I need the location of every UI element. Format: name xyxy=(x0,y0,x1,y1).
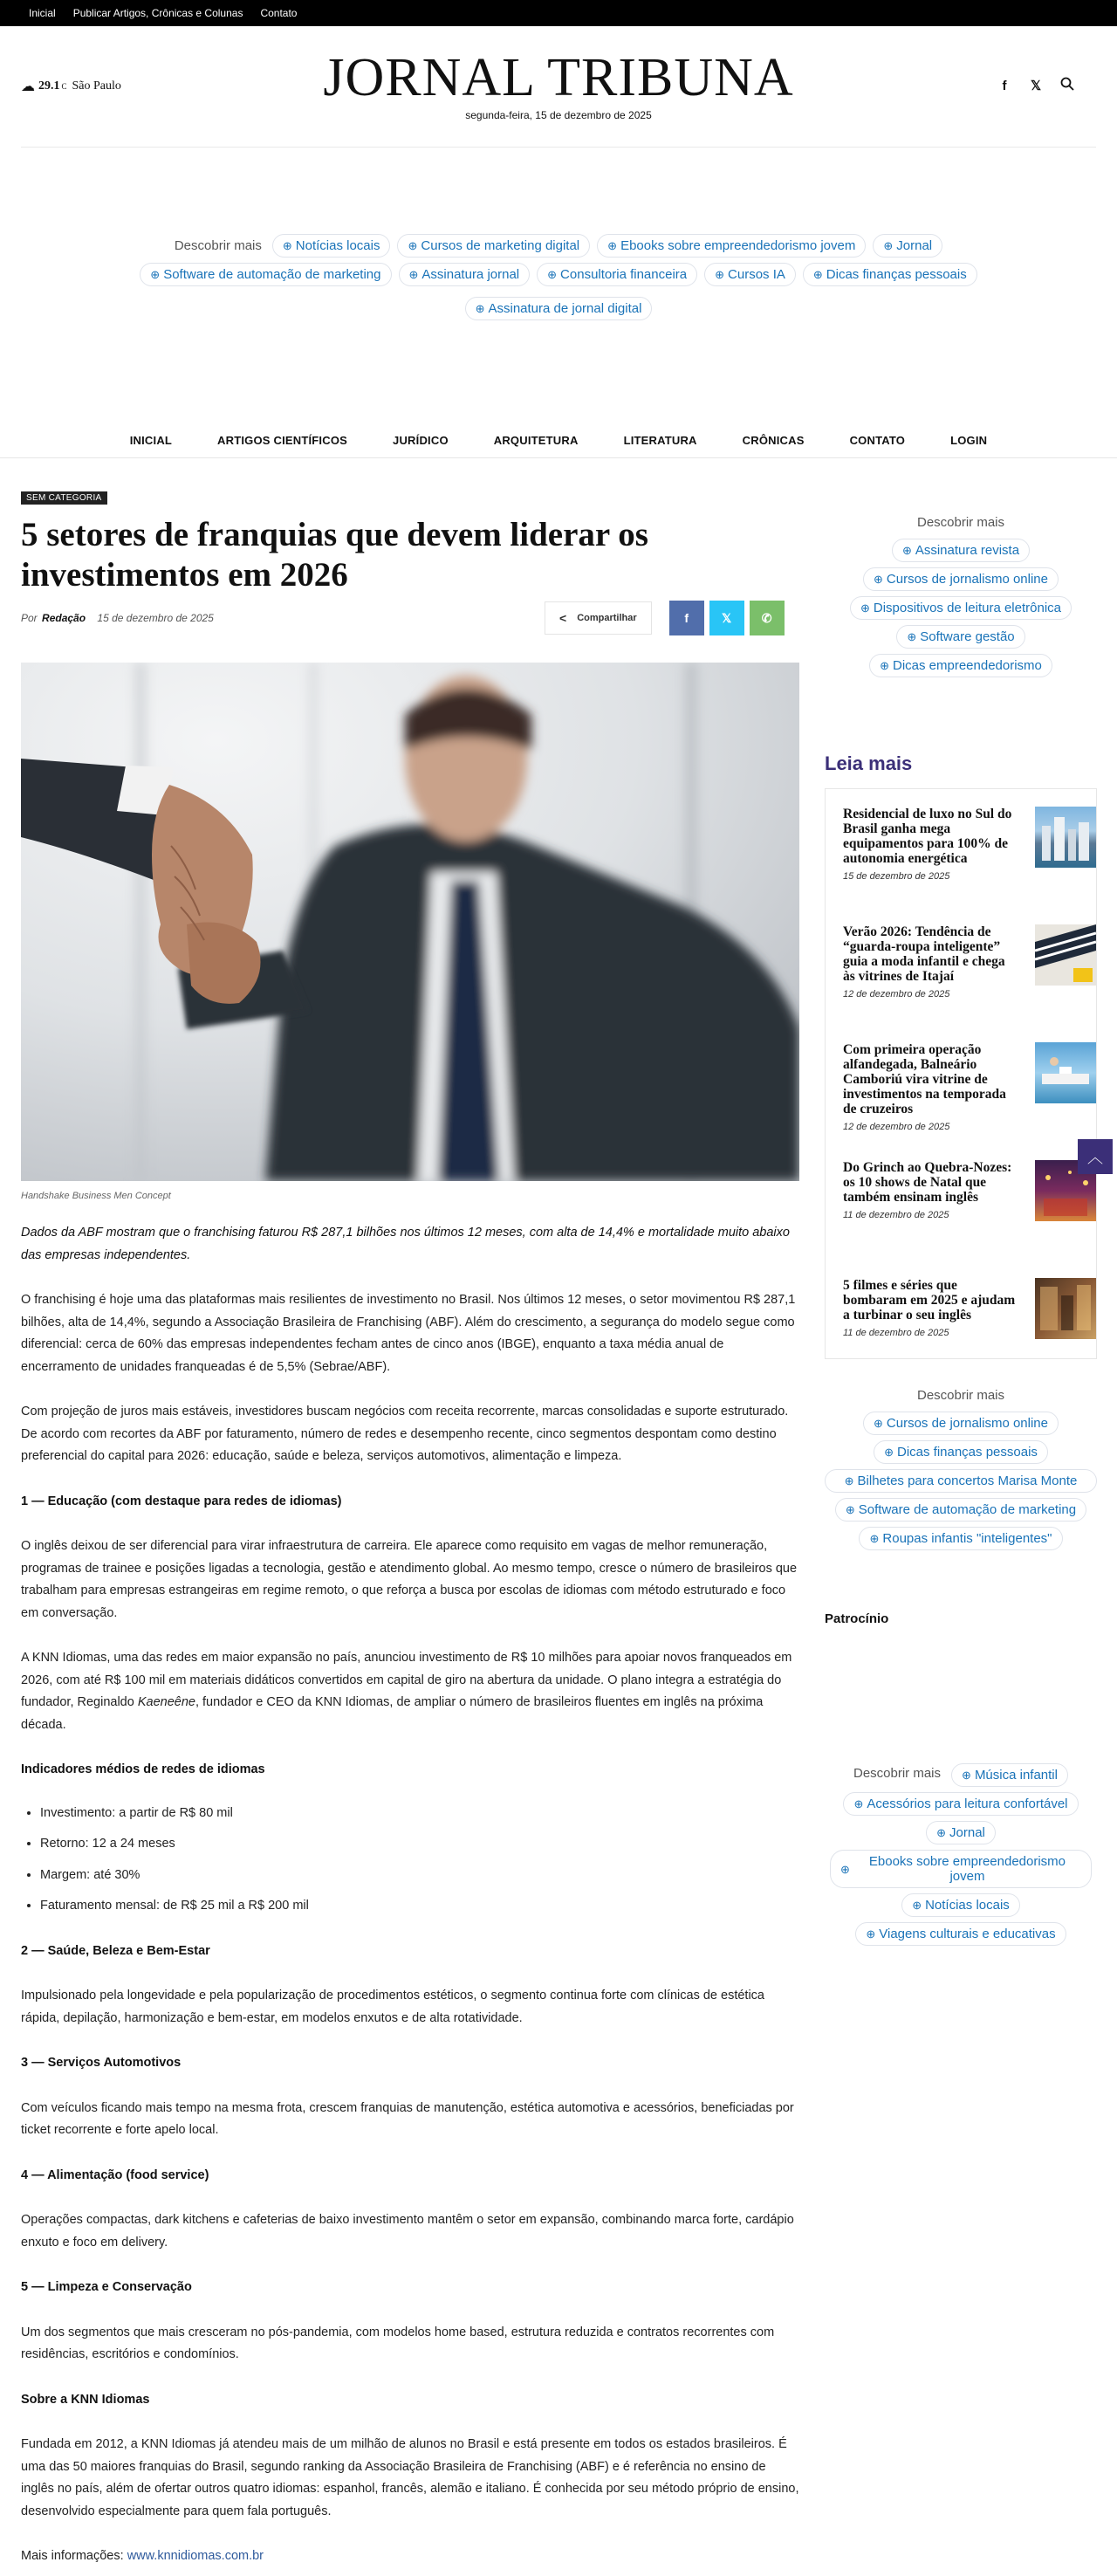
arrow-circle-icon: ⊕ xyxy=(912,1899,922,1912)
cloud-icon: ☁ xyxy=(21,79,35,94)
arrow-circle-icon: ⊕ xyxy=(866,1927,876,1941)
whatsapp-share-icon[interactable]: ✆ xyxy=(750,601,785,635)
discover-pill[interactable] xyxy=(892,539,1030,562)
discover-label: Descobrir mais xyxy=(916,1388,1005,1403)
discover-pill[interactable] xyxy=(465,297,653,320)
list-item: • Faturamento mensal: de R$ 25 mil a R$ 200 mil xyxy=(40,1895,799,1918)
pill-label: Cursos de jornalismo online xyxy=(886,1416,1048,1431)
section-heading: Sobre a KNN Idiomas xyxy=(21,2392,150,2407)
pill-label: Jornal xyxy=(949,1825,985,1840)
leia-mais-headline[interactable]: Com primeira operação alfandegada, Balneário Camboriú vira vitrine de investimentos na temporada de cruzeiros xyxy=(843,1042,1006,1116)
pill-label: Software de automação de marketing xyxy=(163,267,381,282)
more-info-link[interactable]: www.knnidiomas.com.br xyxy=(127,2549,264,2563)
discover-pill[interactable] xyxy=(830,1850,1092,1888)
leia-mais-date: 11 de dezembro de 2025 xyxy=(843,1328,949,1338)
leia-mais-item[interactable] xyxy=(843,1160,1087,1220)
arrow-circle-icon: ⊕ xyxy=(547,268,558,281)
discover-pill[interactable] xyxy=(951,1763,1068,1787)
discover-pill[interactable] xyxy=(869,654,1052,677)
share-icon: < xyxy=(559,611,567,625)
arrow-circle-icon: ⊕ xyxy=(475,302,485,315)
discover-pill[interactable] xyxy=(397,234,590,258)
image-caption: Handshake Business Men Concept xyxy=(21,1191,171,1201)
discover-pill[interactable] xyxy=(926,1821,996,1844)
section-heading: 1 — Educação (com destaque para redes de idiomas) xyxy=(21,1494,342,1508)
leia-mais-headline[interactable]: Verão 2026: Tendência de “guarda-roupa inteligente” guia a moda infantil e chega às vitrines de Itajaí xyxy=(843,924,1005,984)
leia-mais-date: 11 de dezembro de 2025 xyxy=(843,1210,949,1220)
leia-mais-date: 15 de dezembro de 2025 xyxy=(843,871,950,882)
nav-item-juridico[interactable]: JURÍDICO xyxy=(393,433,449,447)
indicators-list xyxy=(40,1803,799,1918)
sidebar-discover-1 xyxy=(825,515,1097,677)
discover-pill[interactable] xyxy=(803,263,977,286)
article-title: 5 setores de franquias que devem liderar os investimentos em 2026 xyxy=(21,516,648,594)
paragraph xyxy=(21,1647,799,1736)
paragraph-text: , fundador e CEO da KNN Idiomas, de ampliar o número de brasileiros fluentes em inglês na próxima década. xyxy=(21,1695,764,1732)
leia-mais-date: 12 de dezembro de 2025 xyxy=(843,989,950,999)
leia-mais-item[interactable] xyxy=(843,924,1087,999)
nav-item-literatura[interactable]: LITERATURA xyxy=(623,433,697,447)
nav-item-cronicas[interactable]: CRÔNICAS xyxy=(742,433,805,447)
paragraph: Fundada em 2012, a KNN Idiomas já atendeu mais de um milhão de alunos no Brasil e está presente em todos os estados brasileiros. É uma das 50 maiores franquias do Brasil, segundo ranking da Associação Brasileira de Franchising (ABF) e é referência no ensino de inglês no país, além de ofertar outros quatro idiomas: espanhol, francês, alemão e italiano. É conhecida por seu método próprio de ensino, desenvolvido especialmente para quem fala português. xyxy=(21,2437,799,2518)
nav-item-arquitetura[interactable]: ARQUITETURA xyxy=(493,433,579,447)
arrow-circle-icon: ⊕ xyxy=(874,1417,883,1430)
top-bar xyxy=(0,0,1117,26)
header-divider xyxy=(21,147,1096,148)
arrow-circle-icon: ⊕ xyxy=(901,544,912,557)
section-heading: 3 — Serviços Automotivos xyxy=(21,2056,182,2070)
main-nav xyxy=(0,422,1117,457)
nav-item-login[interactable]: LOGIN xyxy=(950,433,988,447)
arrow-circle-icon: ⊕ xyxy=(715,268,725,281)
pill-label: Dicas finanças pessoais xyxy=(896,1445,1038,1460)
arrow-circle-icon: ⊕ xyxy=(860,601,870,615)
author-link[interactable]: Redação xyxy=(42,612,86,624)
discover-pill[interactable] xyxy=(863,567,1059,591)
nav-item-inicial[interactable]: INICIAL xyxy=(129,433,173,447)
weather-unit: C xyxy=(61,82,67,91)
leia-mais-box xyxy=(825,788,1097,1359)
more-info-label: Mais informações: xyxy=(21,2549,127,2563)
discover-pill[interactable] xyxy=(399,263,531,286)
leia-mais-headline[interactable]: Residencial de luxo no Sul do Brasil ganha mega equipamentos para 100% de autonomia energética xyxy=(843,807,1012,866)
thumbnail-image[interactable] xyxy=(1035,924,1096,986)
pill-label: Dispositivos de leitura eletrônica xyxy=(873,601,1061,615)
article-body xyxy=(21,1222,799,2576)
section-heading: 4 — Alimentação (food service) xyxy=(21,2167,209,2182)
discover-pill[interactable] xyxy=(140,263,391,286)
discover-pill[interactable] xyxy=(850,596,1072,620)
discover-pill[interactable] xyxy=(873,234,942,258)
back-to-top-button[interactable] xyxy=(1078,1139,1113,1174)
article-lead: Dados da ABF mostram que o franchising faturou R$ 287,1 bilhões nos últimos 12 meses, com alta de 14,4% e mortalidade muito abaixo das empresas independentes. xyxy=(21,1226,790,1262)
sidebar-discover-3 xyxy=(825,1763,1097,1946)
topbar-link-publicar[interactable]: Publicar Artigos, Crônicas e Colunas xyxy=(72,7,243,19)
arrow-circle-icon: ⊕ xyxy=(150,268,161,281)
leia-mais-headline[interactable]: Do Grinch ao Quebra-Nozes: os 10 shows de Natal que também ensinam inglês xyxy=(843,1160,1012,1205)
nav-divider xyxy=(0,457,1117,458)
sponsorship-title: Patrocínio xyxy=(825,1611,889,1626)
leia-mais-date: 12 de dezembro de 2025 xyxy=(843,1122,950,1132)
facebook-icon[interactable]: f xyxy=(1002,78,1007,93)
byline xyxy=(21,612,214,624)
arrow-circle-icon: ⊕ xyxy=(883,239,894,252)
pill-label: Ebooks sobre empreendedorismo jovem xyxy=(620,238,856,253)
discover-pill[interactable] xyxy=(901,1893,1020,1917)
category-badge[interactable]: SEM CATEGORIA xyxy=(21,491,107,505)
pill-label: Cursos de marketing digital xyxy=(421,238,580,253)
pill-label: Assinatura jornal xyxy=(421,267,520,282)
arrow-circle-icon: ⊕ xyxy=(880,659,889,672)
pill-label: Roupas infantis "inteligentes" xyxy=(882,1531,1052,1546)
pill-label: Acessórios para leitura confortável xyxy=(867,1796,1068,1811)
discover-pill[interactable] xyxy=(843,1792,1078,1816)
discover-pill[interactable] xyxy=(896,625,1024,649)
discover-pill[interactable] xyxy=(859,1527,1062,1550)
thumbnail-image[interactable] xyxy=(1035,807,1096,868)
leia-mais-item[interactable] xyxy=(843,1278,1087,1338)
arrow-circle-icon: ⊕ xyxy=(845,1503,855,1516)
leia-mais-item[interactable] xyxy=(843,807,1087,882)
discover-pill[interactable] xyxy=(874,1440,1048,1464)
byline-prefix: Por xyxy=(21,612,38,624)
pill-label: Notícias locais xyxy=(925,1898,1010,1913)
x-icon[interactable]: 𝕏 xyxy=(1030,79,1042,93)
arrow-circle-icon: ⊕ xyxy=(408,268,419,281)
discover-pill[interactable] xyxy=(537,263,697,286)
discover-pill[interactable] xyxy=(863,1412,1059,1435)
arrow-circle-icon: ⊕ xyxy=(907,630,917,643)
weather-temp: 29.1 xyxy=(38,79,60,93)
list-item: • Retorno: 12 a 24 meses xyxy=(40,1833,799,1856)
pill-label: Cursos IA xyxy=(728,267,785,282)
discover-pill[interactable] xyxy=(835,1498,1086,1522)
header-social xyxy=(997,77,1074,94)
arrow-circle-icon: ⊕ xyxy=(607,239,618,252)
paragraph: O inglês deixou de ser diferencial para virar infraestrutura de carreira. Ele aparece como requisito em vagas de melhor remuneração, programas de trainee e posições ligadas a tecnologia, gestão e atendimento global. Ao mesmo tempo, cresce o número de brasileiros que trabalham para empresas estrangeiras em regime remoto, o que reforça a busca por escolas de idiomas com método estruturado e foco em conversação. xyxy=(21,1539,798,1620)
pill-label: Consultoria financeira xyxy=(560,267,688,282)
pill-label: Notícias locais xyxy=(295,238,380,253)
arrow-circle-icon: ⊕ xyxy=(282,239,292,252)
arrow-circle-icon: ⊕ xyxy=(844,1474,854,1487)
arrow-circle-icon: ⊕ xyxy=(869,1532,880,1545)
x-share-icon[interactable]: 𝕏 xyxy=(709,601,744,635)
leia-mais-headline[interactable]: 5 filmes e séries que bombaram em 2025 e ajudam a turbinar o seu inglês xyxy=(843,1278,1016,1322)
section-heading: Indicadores médios de redes de idiomas xyxy=(21,1762,265,1776)
discover-label: Descobrir mais xyxy=(174,238,262,253)
arrow-circle-icon: ⊕ xyxy=(408,239,418,252)
discover-pill[interactable] xyxy=(272,234,391,258)
paragraph: Com projeção de juros mais estáveis, investidores buscam negócios com receita recorrente, marcas consolidadas e suporte estruturado. De acordo com recortes da ABF por faturamento, número de redes e desempenho recente, cinco segmentos despontam como destino preferencial do capital para 2026: educação, saúde e beleza, serviços automotivos, alimentação e limpeza. xyxy=(21,1405,789,1463)
paragraph-text: A KNN Idiomas, uma das redes em maior expansão no país, anunciou investimento de R$ 10 milhões para apoiar novos franqueados em 2026, com até R$ 100 mil em materiais didáticos convertidos em capital de giro na abertura da unidade. O plano integra a estratégia do fundador, Reginaldo xyxy=(21,1651,792,1709)
paragraph: Operações compactas, dark kitchens e cafeterias de baixo investimento mantêm o setor em expansão, combinando marca forte, cardápio enxuto e foco em delivery. xyxy=(21,2213,794,2250)
paragraph: Um dos segmentos que mais cresceram no pós-pandemia, com modelos home based, estrutura reduzida e contratos recorrentes com residências, escritórios e condomínios. xyxy=(21,2325,775,2361)
list-item: • Margem: até 30% xyxy=(40,1865,799,1887)
pill-label: Jornal xyxy=(896,238,933,253)
nav-item-contato[interactable]: CONTATO xyxy=(849,433,906,447)
pill-label: Dicas empreendedorismo xyxy=(892,658,1042,673)
arrow-circle-icon: ⊕ xyxy=(962,1769,971,1782)
section-heading: 5 — Limpeza e Conservação xyxy=(21,2280,192,2294)
discover-label: Descobrir mais xyxy=(853,1766,942,1781)
discover-pill[interactable] xyxy=(825,1469,1097,1493)
facebook-share-icon[interactable]: f xyxy=(669,601,704,635)
topbar-link-contato[interactable]: Contato xyxy=(260,7,298,19)
list-item: • Investimento: a partir de R$ 80 mil xyxy=(40,1803,799,1825)
article-image xyxy=(21,663,799,1181)
header-date: segunda-feira, 15 de dezembro de 2025 xyxy=(465,109,652,121)
chevron-up-icon: ︿ xyxy=(1087,1149,1103,1166)
arrow-circle-icon: ⊕ xyxy=(874,573,883,586)
pill-label: Cursos de jornalismo online xyxy=(886,572,1048,587)
founder-name: Kaeneêne xyxy=(137,1695,195,1709)
share-bar xyxy=(545,601,785,635)
leia-mais-item[interactable] xyxy=(843,1042,1087,1132)
leia-mais-title: Leia mais xyxy=(825,752,913,774)
sidebar-discover-2 xyxy=(825,1388,1097,1550)
topbar-link-inicial[interactable]: Inicial xyxy=(29,7,56,19)
arrow-circle-icon: ⊕ xyxy=(853,1797,864,1810)
paragraph: O franchising é hoje uma das plataformas mais resilientes de investimento no Brasil. Nos últimos 12 meses, o setor movimentou R$ 287,1 bilhões, alta de 14,4%, segundo a Associação Brasileira de Franchising (ABF). Além do crescimento, a segurança do modelo segue como diferencial: cerca de 60% das empresas independentes fecham antes de cinco anos (IBGE), enquanto a taxa média anual de encerramento de unidades franqueadas é de 5,5% (Sebrae/ABF). xyxy=(21,1293,796,1374)
section-heading: 2 — Saúde, Beleza e Bem-Estar xyxy=(21,1943,210,1958)
pill-label: Assinatura de jornal digital xyxy=(488,301,642,316)
arrow-circle-icon: ⊕ xyxy=(840,1862,850,1876)
thumbnail-image[interactable] xyxy=(1035,1278,1096,1339)
pill-label: Música infantil xyxy=(974,1768,1058,1783)
search-icon[interactable] xyxy=(1060,77,1074,94)
site-logo[interactable]: JORNAL TRIBUNA xyxy=(323,48,794,107)
article-date: 15 de dezembro de 2025 xyxy=(97,612,214,624)
pill-label: Software gestão xyxy=(920,629,1015,644)
pill-label: Assinatura revista xyxy=(915,543,1020,558)
discover-pill[interactable] xyxy=(855,1922,1066,1946)
discover-pill[interactable] xyxy=(597,234,866,258)
pill-label: Bilhetes para concertos Marisa Monte xyxy=(857,1473,1078,1488)
arrow-circle-icon: ⊕ xyxy=(812,268,823,281)
share-label: Compartilhar xyxy=(577,613,637,623)
weather-city: São Paulo xyxy=(72,79,121,93)
paragraph: Impulsionado pela longevidade e pela popularização de procedimentos estéticos, o segmento continua forte com clínicas de estética rápida, depilação, harmonização e bem-estar, em modelos enxutos e de alta rotatividade. xyxy=(21,1989,764,2025)
pill-label: Dicas finanças pessoais xyxy=(826,267,967,282)
discover-pill[interactable] xyxy=(704,263,796,286)
top-discover xyxy=(96,234,1021,320)
pill-label: Viagens culturais e educativas xyxy=(879,1927,1056,1941)
nav-item-artigos[interactable]: ARTIGOS CIENTÍFICOS xyxy=(217,433,348,447)
share-button[interactable] xyxy=(545,601,652,635)
pill-label: Ebooks sobre empreendedorismo jovem xyxy=(868,1854,1066,1884)
more-info xyxy=(21,2545,799,2568)
pill-label: Software de automação de marketing xyxy=(858,1502,1077,1517)
thumbnail-image[interactable] xyxy=(1035,1042,1096,1103)
arrow-circle-icon: ⊕ xyxy=(936,1826,947,1839)
paragraph: Com veículos ficando mais tempo na mesma frota, crescem franquias de manutenção, estética automotiva e acessórios, beneficiadas por ticket recorrente e forte apelo local. xyxy=(21,2100,794,2137)
arrow-circle-icon: ⊕ xyxy=(884,1446,894,1459)
discover-label: Descobrir mais xyxy=(916,515,1005,530)
